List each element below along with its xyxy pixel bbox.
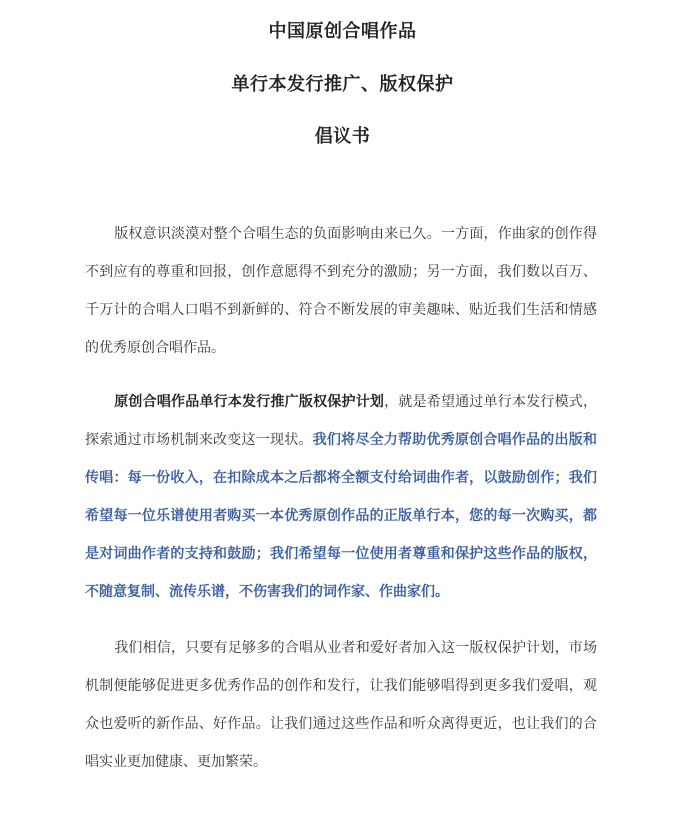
document-title-line-2: 单行本发行推广、版权保护 — [231, 74, 454, 95]
paragraph-2-blue-emphasis: 我们将尽全力帮助优秀原创合唱作品的出版和传唱：每一份收入，在扣除成本之后都将全额支付给词曲作者，以鼓励创作；我们希望每一位乐谱使用者购买一本优秀原创作品的正版单行本，您的每一次购买，都是对词曲作者的支持和鼓励；我们希望每一位使用者尊重和保护这些作品的版权，不随意复制、流传乐谱，不伤害我们的词作家、作曲家们。 — [85, 432, 597, 600]
paragraph-2-plain-text: ，就是希望通过单行本发行模式，探索通过市场机制来改变这一现状。 — [85, 394, 598, 448]
document-title-line-3: 倡议书 — [314, 126, 371, 147]
document-title-line-1: 中国原创合唱作品 — [268, 21, 417, 42]
paragraph-1-text: 版权意识淡漠对整个合唱生态的负面影响由来已久。一方面，作曲家的创作得不到应有的尊重和回报，创作意愿得不到充分的激励；另一方面，我们数以百万、千万计的合唱人口唱不到新鲜的、符合不断发展的审美趣味、贴近我们生活和情感的优秀原创合唱作品。 — [85, 226, 597, 356]
paragraph-3-text: 我们相信，只要有足够多的合唱从业者和爱好者加入这一版权保护计划，市场机制便能够促进更多优秀作品的创作和发行，让我们能够唱得到更多我们爱唱，观众也爱听的新作品、好作品。让我们通过这些作品和听众离得更近，也让我们的合唱实业更加健康、更加繁荣。 — [85, 640, 597, 770]
plan-name-bold: 原创合唱作品单行本发行推广版权保护计划 — [114, 394, 385, 410]
paragraph-belief — [85, 629, 597, 781]
paragraph-copyright-awareness — [85, 215, 597, 367]
paragraph-plan-description — [85, 383, 597, 611]
